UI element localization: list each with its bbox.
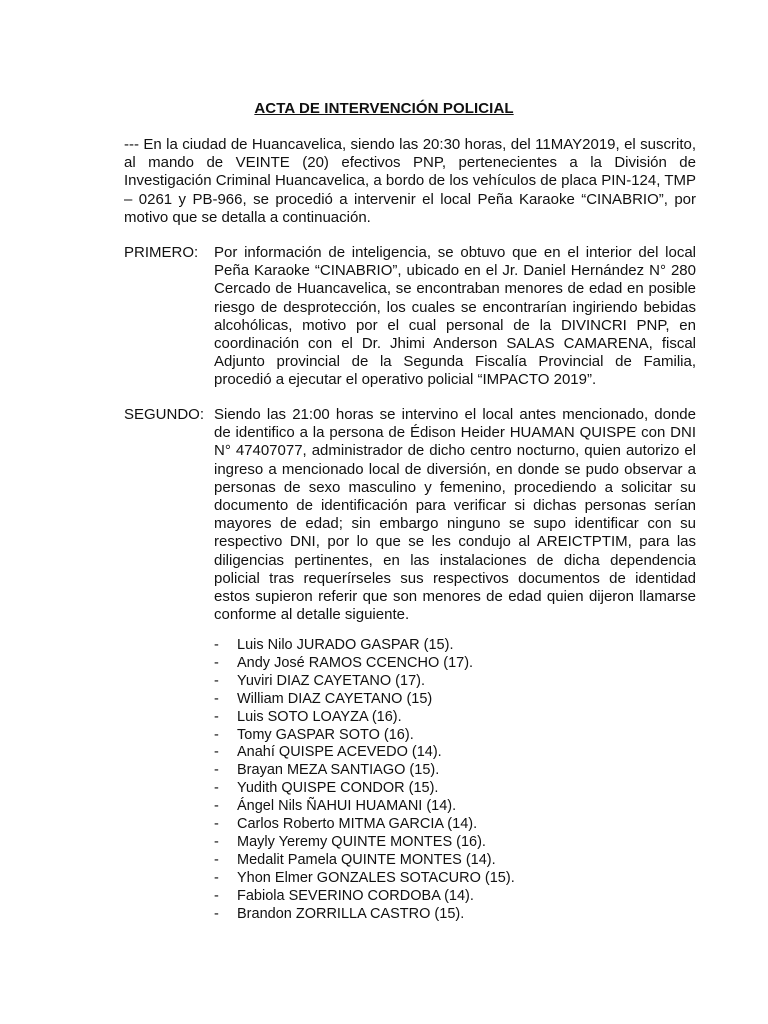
list-item [214,709,515,727]
list-item [214,834,515,852]
bullet-dash: - [214,708,219,725]
list-item-text: Fabiola SEVERINO CORDOBA (14). [237,887,474,904]
list-item [214,727,515,745]
list-item-text: Medalit Pamela QUINTE MONTES (14). [237,851,496,868]
section-text: Siendo las 21:00 horas se intervino el local antes mencionado, donde de identifico a la persona de Édison Heider HUAMAN QUISPE con DNI N° 47407077, administrador de dicho centro nocturno, quien autorizo el ingreso a mencionado local de diversión, en donde se pudo observar a personas de sexo masculino y femenino, procediendo a solicitar su documento de identificación para verificar si dichas personas serían mayores de edad; sin embargo ninguno se supo identificar con su respectivo DNI, por lo que se les condujo al AREICTPTIM, para las diligencias pertinentes, en las instalaciones de dicha dependencia policial tras requerírseles sus respectivos documentos de identidad estos supieron referir que son menores de edad quien dijeron llamarse conforme al detalle siguiente. [214,406,696,624]
bullet-dash: - [214,690,219,707]
list-item-text: Yhon Elmer GONZALES SOTACURO (15). [237,869,515,886]
list-item [214,673,515,691]
section-label: PRIMERO: [124,244,199,261]
bullet-dash: - [214,637,219,653]
list-item [214,852,515,870]
bullet-dash: - [214,816,219,833]
list-item [214,816,515,834]
section-text: Por información de inteligencia, se obtuvo que en el interior del local Peña Karaoke “CINABRIO”, ubicado en el Jr. Daniel Hernández N° 280 Cercado de Huancavelica, se encontraban menores de edad en posible riesgo de desprotección, los cuales se encontrarían ingiriendo bebidas alcohólicas, motivo por el cual personal de la DIVINCRI PNP, en coordinación con el Dr. Jhimi Anderson SALAS CAMARENA, fiscal Adjunto provincial de la Segunda Fiscalía Provincial de Familia, procedió a ejecutar el operativo policial “IMPACTO 2019”. [214,244,696,389]
list-item-text: Carlos Roberto MITMA GARCIA (14). [237,816,478,833]
list-item [214,762,515,780]
bullet-dash: - [214,869,219,886]
list-item-text: Mayly Yeremy QUINTE MONTES (16). [237,833,486,850]
list-item-text: Andy José RAMOS CCENCHO (17). [237,654,474,671]
list-item [214,655,515,673]
bullet-dash: - [214,851,219,868]
list-item-text: Brayan MEZA SANTIAGO (15). [237,762,440,779]
bullet-dash: - [214,833,219,850]
list-item [214,888,515,906]
list-item [214,906,515,924]
list-item-text: Luis SOTO LOAYZA (16). [237,708,402,725]
list-item [214,798,515,816]
list-item [214,691,515,709]
list-item-text: Ángel Nils ÑAHUI HUAMANI (14). [237,798,457,815]
bullet-dash: - [214,726,219,743]
bullet-dash: - [214,905,219,922]
list-item-text: Brandon ZORRILLA CASTRO (15). [237,905,465,922]
section-label: SEGUNDO: [124,406,205,423]
bullet-dash: - [214,672,219,689]
bullet-dash: - [214,887,219,904]
bullet-dash: - [214,762,219,779]
list-item-text: Luis Nilo JURADO GASPAR (15). [237,637,454,653]
list-item-text: Yudith QUISPE CONDOR (15). [237,780,439,797]
list-item [214,744,515,762]
list-item-text: William DIAZ CAYETANO (15) [237,690,433,707]
list-item-text: Anahí QUISPE ACEVEDO (14). [237,744,442,761]
list-item [214,870,515,888]
bullet-dash: - [214,744,219,761]
intro-paragraph: --- En la ciudad de Huancavelica, siendo las 20:30 horas, del 11MAY2019, el suscrito, al mando de VEINTE (20) efectivos PNP, pertenecientes a la División de Investigación Criminal Huancavelica, a bordo de los vehículos de placa PIN-124, TMP – 0261 y PB-966, se procedió a intervenir el local Peña Karaoke “CINABRIO”, por motivo que se detalla a continuación. [124,136,696,226]
document-title: ACTA DE INTERVENCIÓN POLICIAL [254,100,514,117]
list-item-text: Tomy GASPAR SOTO (16). [237,726,414,743]
bullet-dash: - [214,798,219,815]
bullet-dash: - [214,654,219,671]
bullet-dash: - [214,780,219,797]
list-item-text: Yuviri DIAZ CAYETANO (17). [237,672,425,689]
list-item [214,780,515,798]
minors-list [214,637,515,924]
list-item [214,637,515,655]
